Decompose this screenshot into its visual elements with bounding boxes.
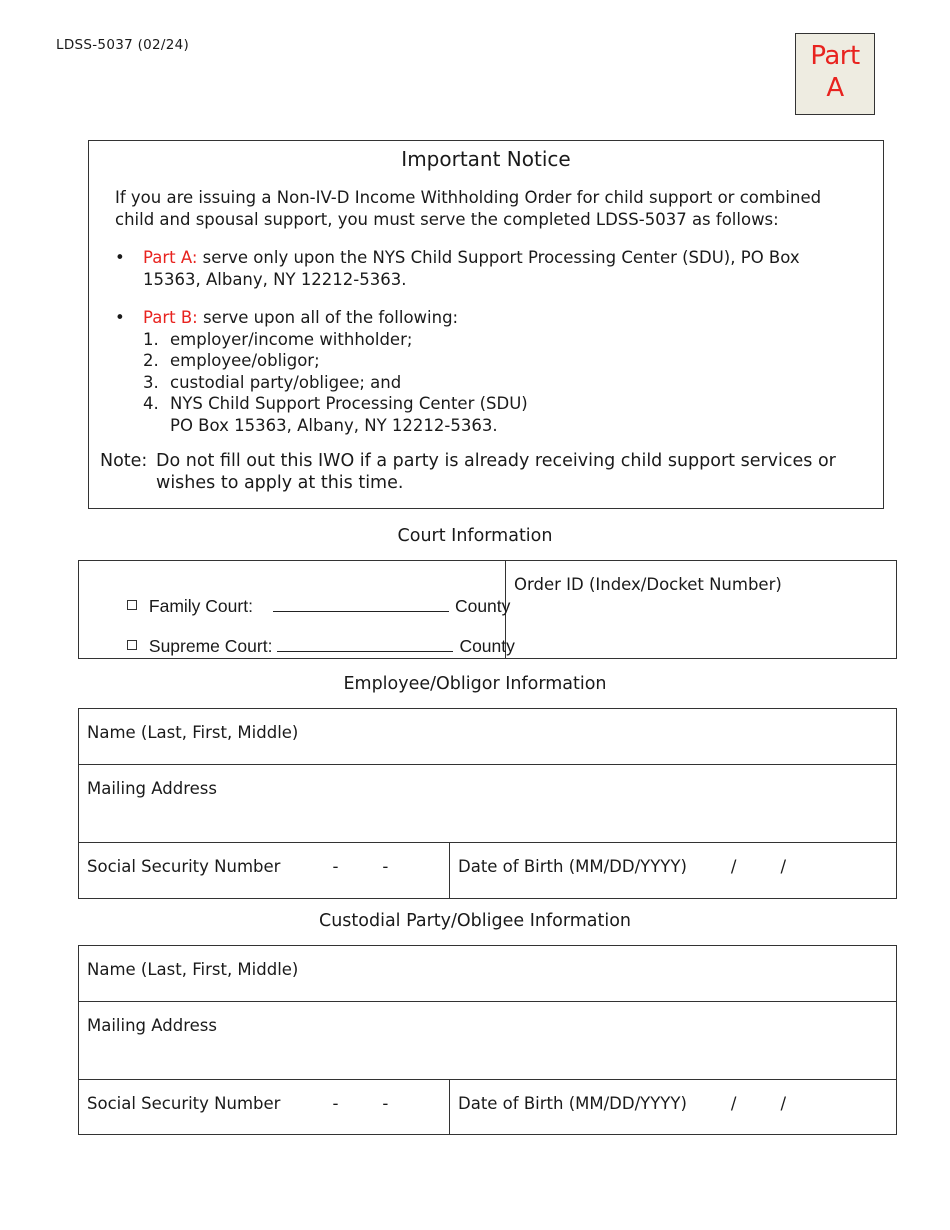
county-label: County [454,596,511,616]
custodial-dob-label: Date of Birth (MM/DD/YYYY) / / [458,1094,787,1113]
custodial-ssn-field[interactable] [79,1080,450,1135]
supreme-court-label: Supreme Court: [148,636,273,656]
form-code: LDSS-5037 (02/24) [56,37,190,53]
supreme-court-county-input[interactable] [277,637,453,652]
part-b-list [143,329,803,437]
list-item: 2. employee/obligor; [143,351,320,370]
custodial-name-label: Name (Last, First, Middle) [87,960,299,979]
list-item: 4. NYS Child Support Processing Center (SDU) PO Box 15363, Albany, NY 12212-5363. [143,394,528,435]
custodial-address-label: Mailing Address [87,1016,217,1035]
employee-name-field[interactable] [79,709,897,765]
list-item: 3. custodial party/obligee; and [143,372,402,392]
important-notice [88,140,884,509]
note-text: Do not fill out this IWO if a party is already receiving child support services or wishes to apply at this time. [156,451,836,493]
custodial-table [78,945,897,1135]
part-b-label: Part B: [143,308,198,327]
employee-dob-field[interactable] [450,843,897,899]
bullet-icon: • [115,308,125,327]
custodial-section-title: Custodial Party/Obligee Information [318,911,632,931]
list-item: 1. employer/income withholder; [143,329,413,349]
supreme-court-checkbox[interactable] [127,640,137,650]
notice-intro: If you are issuing a Non-IV-D Income Withholding Order for child support or combined child and spousal support, you must serve the completed LDSS-5037 as follows: [115,188,822,229]
court-section-title: Court Information [397,526,553,546]
note-label: Note: [100,451,148,471]
employee-name-label: Name (Last, First, Middle) [87,723,299,742]
court-table [78,560,897,659]
employee-table [78,708,897,899]
custodial-name-field[interactable] [79,946,897,1002]
part-b-text: serve upon all of the following: [197,308,459,327]
custodial-dob-field[interactable] [450,1080,897,1135]
employee-address-field[interactable] [79,765,897,843]
family-court-checkbox[interactable] [127,600,137,610]
custodial-ssn-label: Social Security Number - - [87,1094,389,1113]
family-court-county-input[interactable] [273,597,449,612]
supreme-court-row [88,615,515,678]
part-a-text: serve only upon the NYS Child Support Processing Center (SDU), PO Box 15363, Albany, NY 12212-5363. [143,248,800,289]
county-label: County [459,636,515,656]
order-id-field[interactable] [506,561,897,659]
part-label-box [795,33,875,115]
part-label: Part A [810,41,860,103]
bullet-icon: • [115,248,125,267]
employee-ssn-field[interactable] [79,843,450,899]
court-type-cell [79,561,515,659]
notice-title: Important Notice [401,147,571,171]
order-id-label: Order ID (Index/Docket Number) [514,575,782,594]
part-a-label: Part A: [143,248,198,267]
family-court-label: Family Court: [148,596,253,616]
employee-dob-label: Date of Birth (MM/DD/YYYY) / / [458,857,787,876]
employee-section-title: Employee/Obligor Information [343,674,607,694]
employee-address-label: Mailing Address [87,779,217,798]
employee-ssn-label: Social Security Number - - [87,857,389,876]
custodial-address-field[interactable] [79,1002,897,1080]
